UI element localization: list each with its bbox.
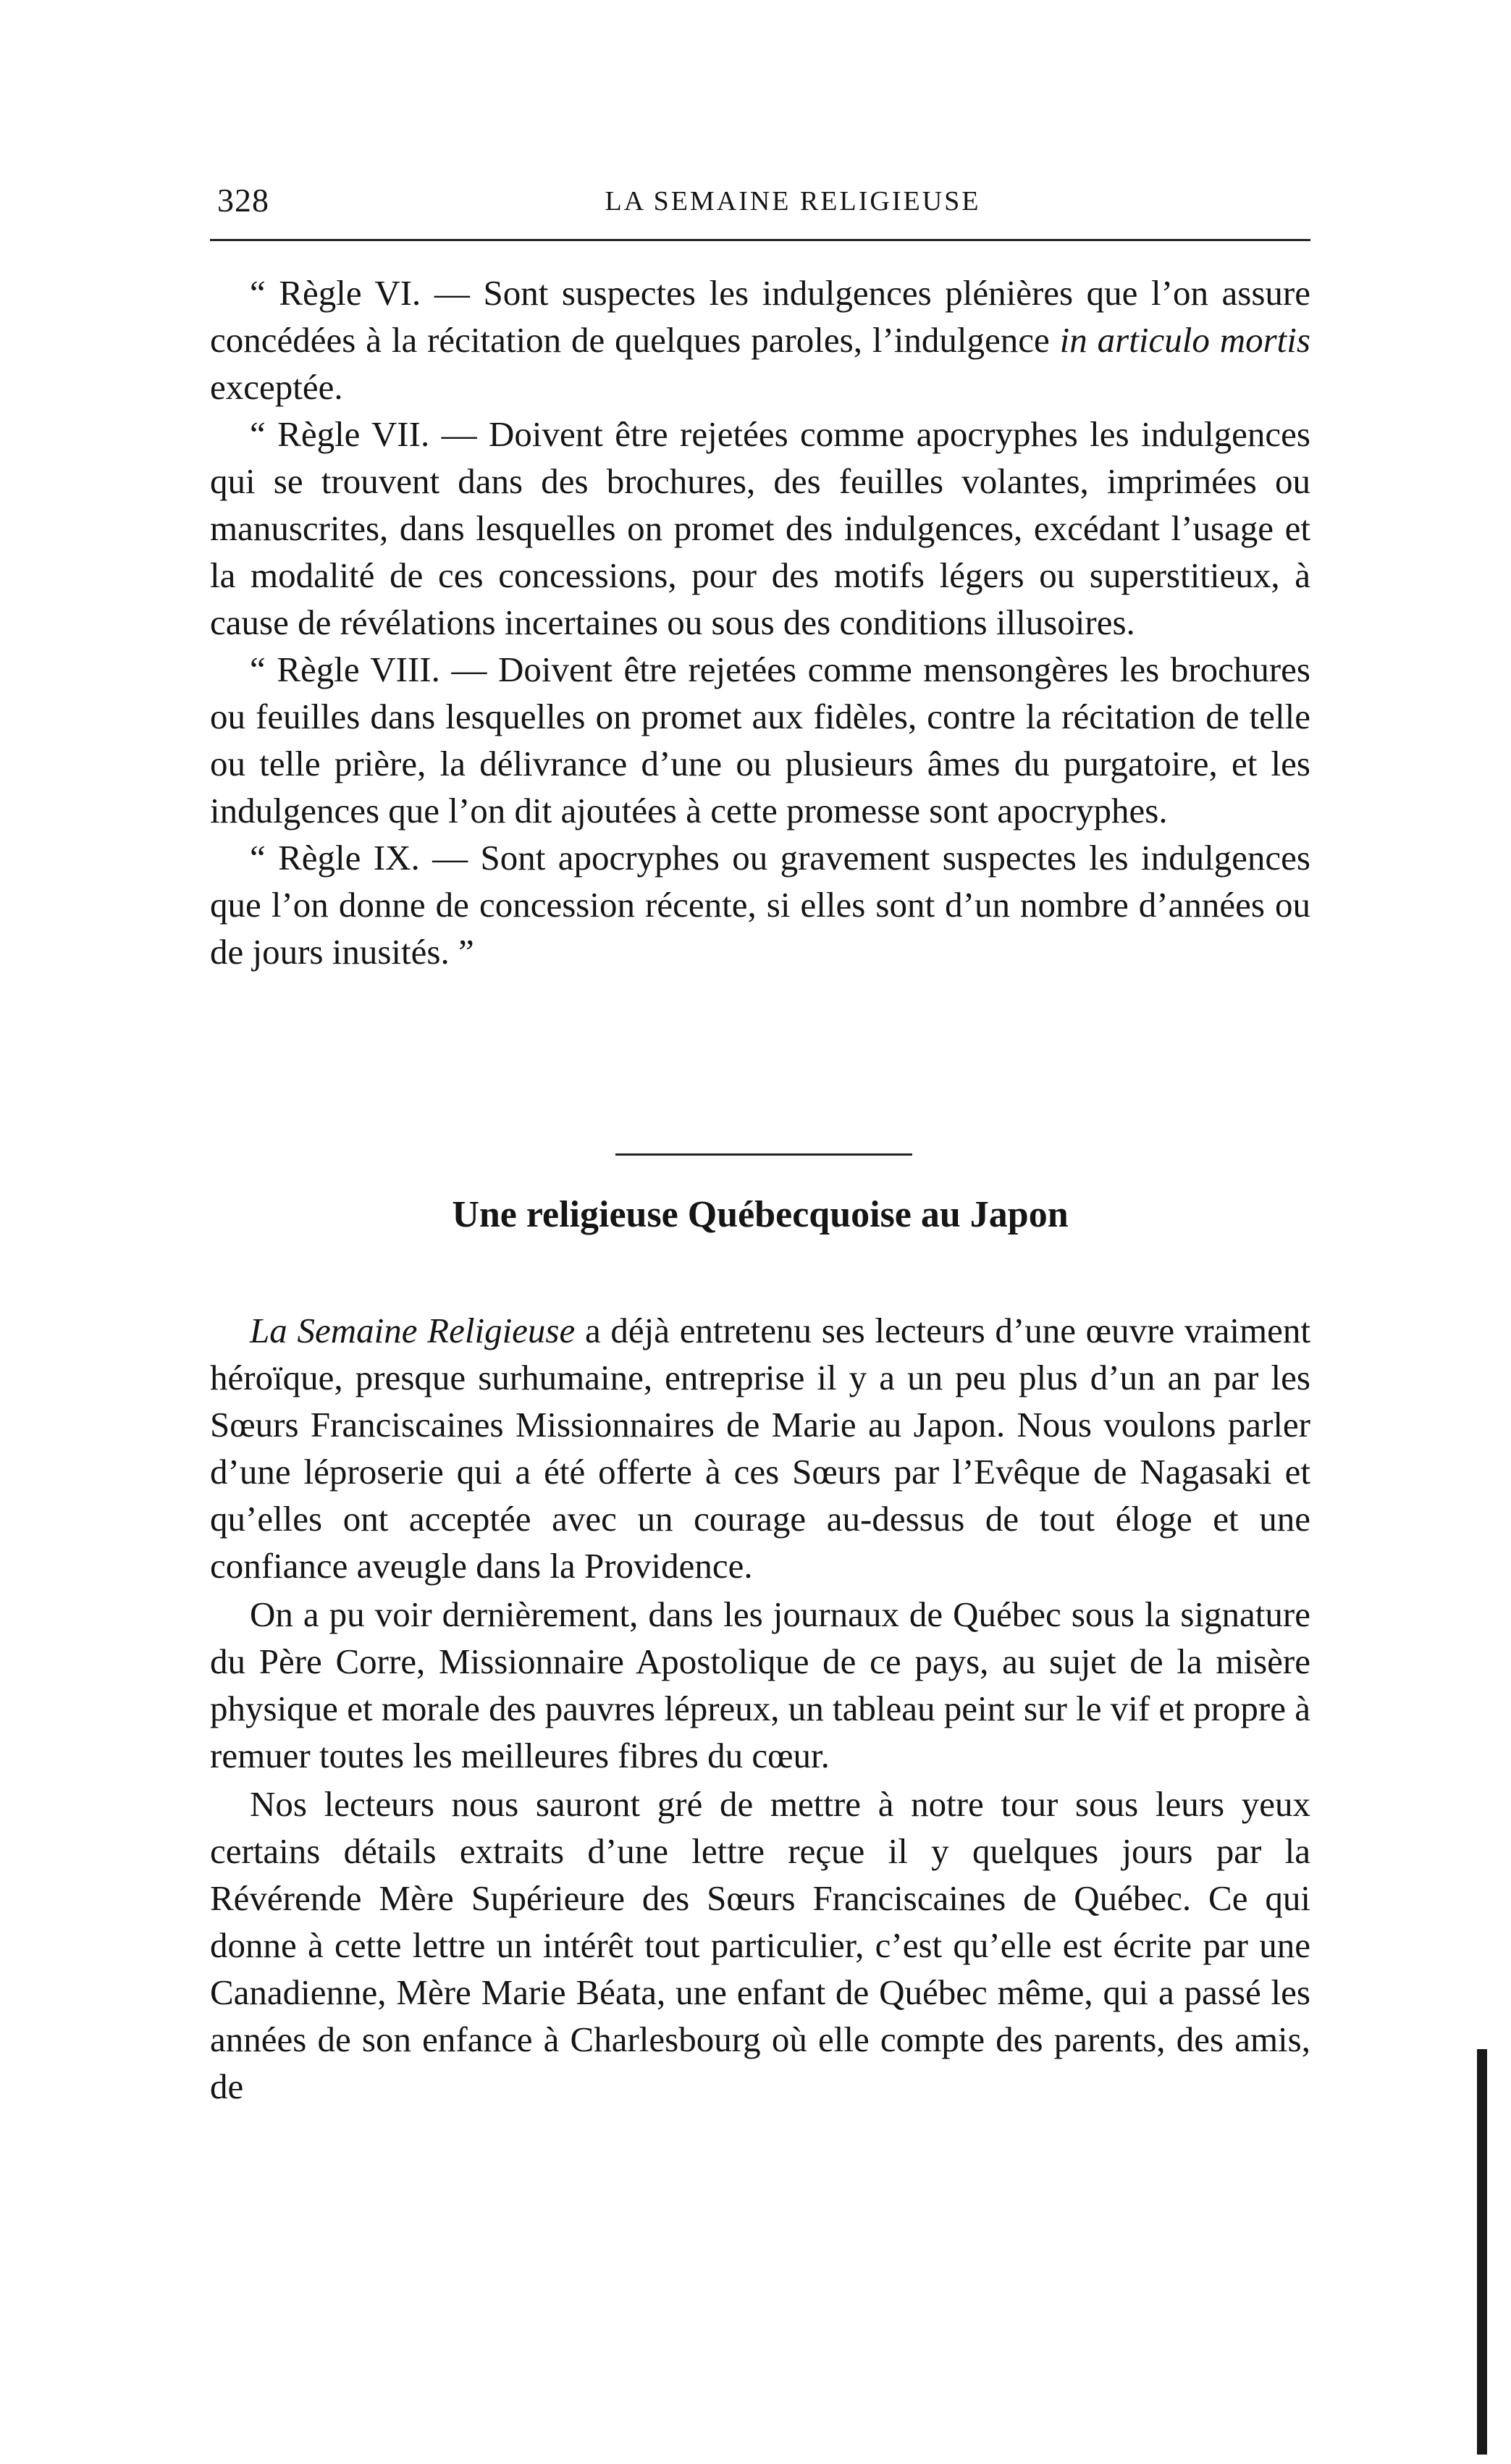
article-paragraph-1 [210, 1307, 1310, 1589]
rule-vi-after: exceptée. [210, 367, 343, 407]
article-paragraph-2: On a pu voir dernièrement, dans les journaux de Québec sous la signature du Père Corre, Missionnaire Apostolique de ce pays, au sujet de la misère physique et morale des pauvres lépreux, un tableau peint sur le vif et propre à remuer toutes les meilleures fibres du cœur. [210, 1594, 1310, 1775]
running-head [210, 181, 1310, 224]
scan-edge-mark [1477, 2049, 1487, 2455]
rule-vii: “ Règle VII. — Doivent être rejetées comme apocryphes les indulgences qui se trouvent dans des brochures, des feuilles volantes, imprimées ou manuscrites, dans lesquelles on promet des indulgences, excédant l’usage et la modalité de ces concessions, pour des motifs légers ou superstitieux, à cause de révélations incertaines ou sous des conditions illusoires. [210, 414, 1310, 642]
journal-title: LA SEMAINE RELIGIEUSE [605, 186, 981, 216]
article-paragraph-3: Nos lecteurs nous sauront gré de mettre à notre tour sous leurs yeux certains détails extraits d’une lettre reçue il y quelques jours par la Révérende Mère Supérieure des Sœurs Franciscaines de Québec. Ce qui donne à cette lettre un intérêt tout particulier, c’est qu’elle est écrite par une Canadienne, Mère Marie Béata, une enfant de Québec même, qui a passé les années de son enfance à Charlesbourg où elle compte des parents, des amis, de [210, 1784, 1310, 2106]
rule-viii: “ Règle VIII. — Doivent être rejetées comme mensongères les brochures ou feuilles dans lesquelles on promet aux fidèles, contre la récitation de telle ou telle prière, la délivrance d’une ou plusieurs âmes du purgatoire, et les indulgences que l’on dit ajoutées à cette promesse sont apocryphes. [210, 649, 1310, 831]
header-rule [210, 239, 1310, 241]
article-paragraph-1-text: a déjà entretenu ses lecteurs d’une œuvre vraiment héroïque, presque surhumaine, entreprise il y a un peu plus d’un an par les Sœurs Franciscaines Missionnaires de Marie au Japon. Nous voulons parler d’une léproserie qui a été offerte à ces Sœurs par l’Evêque de Nagasaki et qu’elles ont acceptée avec un courage au-dessus de tout éloge et une confiance aveugle dans la Providence. [210, 1311, 1310, 1586]
page-number: 328 [217, 182, 269, 219]
rule-vi-latin: in articulo mortis [1059, 320, 1310, 360]
rule-vi [210, 269, 1310, 411]
section-title: Une religieuse Québecquoise au Japon [452, 1194, 1069, 1235]
journal-name-italic: La Semaine Religieuse [250, 1311, 576, 1350]
rules-section [210, 269, 1310, 975]
rule-ix: “ Règle IX. — Sont apocryphes ou gravement suspectes les indulgences que l’on donne de concession récente, si elles sont d’un nombre d’années ou de jours inusités. ” [210, 838, 1310, 972]
article-body [210, 1307, 1310, 2110]
document-page [210, 0, 1310, 2464]
rule-vi-text: “ Règle VI. — Sont suspectes les indulgences plénières que l’on assure concédées à la récitation de quelques paroles, l’indulgence [210, 273, 1310, 360]
section-separator [615, 1153, 912, 1156]
